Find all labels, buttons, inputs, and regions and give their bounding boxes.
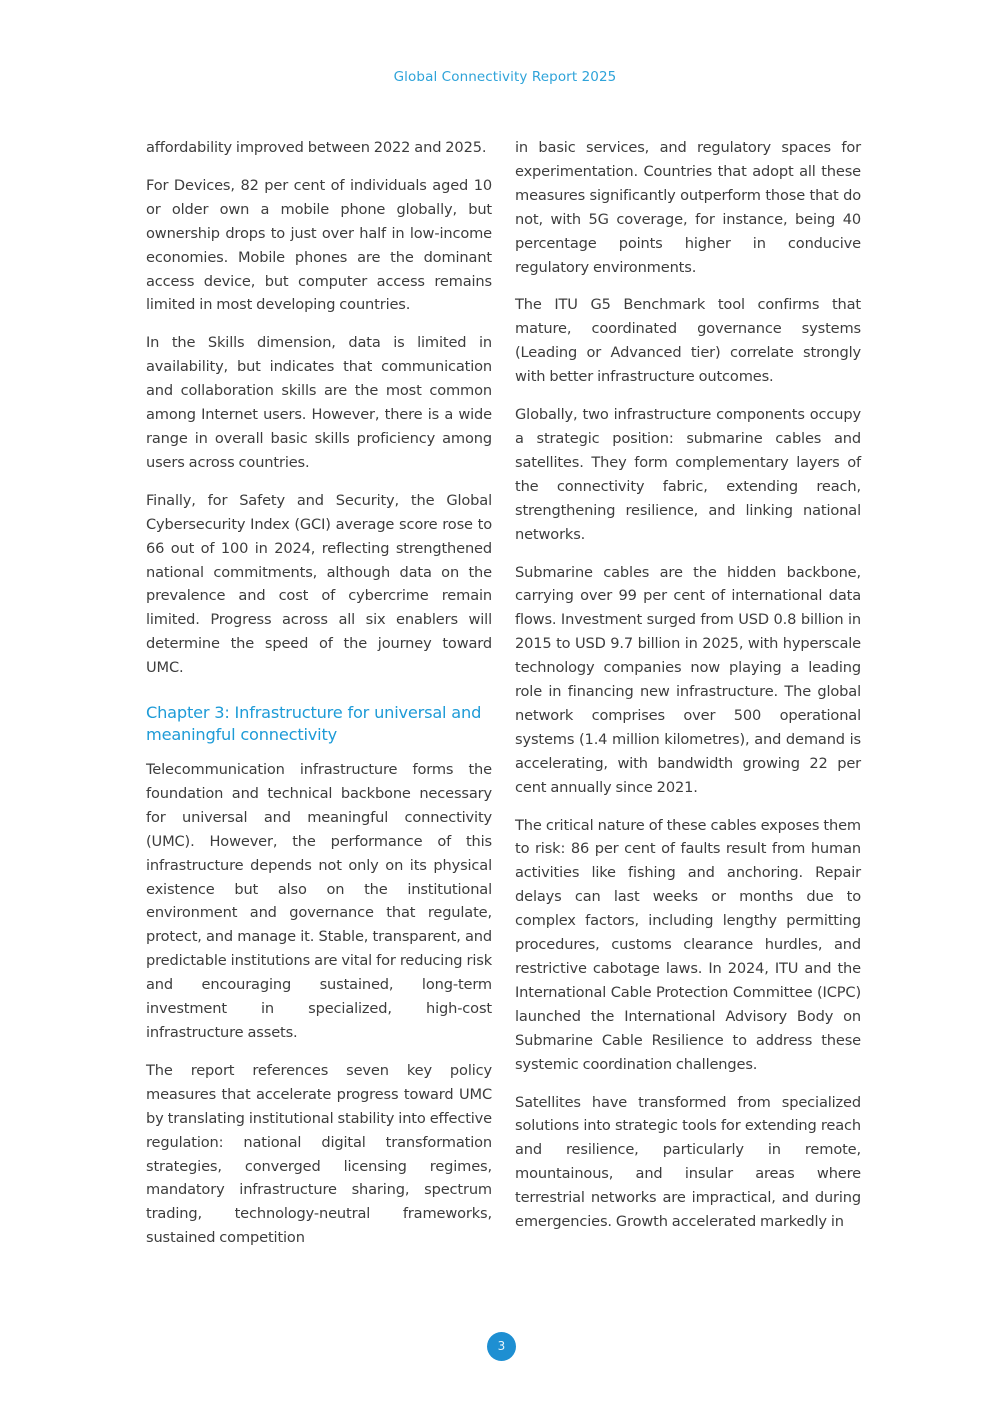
- paragraph-skills: In the Skills dimension, data is limited in availability, but indicates that communication and collaboration skills are the most common among Internet users. However, there is a wide range in overall basic skills proficiency among users across countries.: [146, 334, 492, 471]
- paragraph-cable-risk: The critical nature of these cables exposes them to risk: 86 per cent of faults result from human activities like fishing and anchoring. Repair delays can last weeks or months due to complex factors, including lengthy permitting procedures, customs clearance hurdles, and restrictive cabotage laws. In 2024, ITU and the International Cable Protection Committee (ICPC) launched the International Advisory Body on Submarine Cable Resilience to address these systemic coordination challenges.: [515, 816, 861, 1073]
- paragraph-submarine-cables: Submarine cables are the hidden backbone, carrying over 99 per cent of international data flows. Investment surged from USD 0.8 billion in 2015 to USD 9.7 billion in 2025, with hyperscale technology companies now playing a leading role in financing new infrastructure. The global network comprises over 500 operational systems (1.4 million kilometres), and demand is accelerating, with bandwidth growing 22 per cent annually since 2021.: [515, 563, 861, 796]
- paragraph-policy-measures: The report references seven key policy measures that accelerate progress toward UMC by translating institutional stability into effective regulation: national digital transformation strategies, converged licensing regimes, mandatory infrastructure sharing, spectrum trading, technology-neutral frameworks, sustained competition: [146, 1061, 492, 1247]
- paragraph-affordability: affordability improved between 2022 and 2025.: [146, 139, 487, 156]
- paragraph-satellites: Satellites have transformed from specialized solutions into strategic tools for extending reach and resilience, particularly in remote, mountainous, and insular areas where terrestrial networks are impractical, and during emergencies. Growth accelerated markedly in: [515, 1093, 861, 1231]
- paragraph-safety-security: Finally, for Safety and Security, the Global Cybersecurity Index (GCI) average score rose to 66 out of 100 in 2024, reflecting strengthened national commitments, although data on the prevalence and cost of cybercrime remain limited. Progress across all six enablers will determine the speed of the journey toward UMC.: [146, 491, 492, 677]
- page-number-badge: 3: [487, 1332, 516, 1361]
- paragraph-strategic-components: Globally, two infrastructure components occupy a strategic position: submarine cables and satellites. They form complementary layers of the connectivity fabric, extending reach, strengthening resilience, and linking national networks.: [515, 406, 861, 543]
- right-column: [515, 136, 861, 1234]
- paragraph-telecom-infrastructure: Telecommunication infrastructure forms the foundation and technical backbone necessary for universal and meaningful connectivity (UMC). However, the performance of this infrastructure depends not only on its physical existence but also on the institutional environment and governance that regulate, protect, and manage it. Stable, transparent, and predictable institutions are vital for reducing risk and encouraging sustained, long-term investment in specialized, high-cost infrastructure assets.: [146, 761, 492, 1041]
- left-column: [146, 136, 492, 1250]
- chapter-3-heading: Chapter 3: Infrastructure for universal and meaningful connectivity: [146, 703, 482, 745]
- paragraph-devices: For Devices, 82 per cent of individuals aged 10 or older own a mobile phone globally, but ownership drops to just over half in low-income economies. Mobile phones are the dominant access device, but computer access remains limited in most developing countries.: [146, 176, 492, 314]
- running-header: Global Connectivity Report 2025: [393, 69, 617, 85]
- paragraph-basic-services: in basic services, and regulatory spaces for experimentation. Countries that adopt all these measures significantly outperform those that do not, with 5G coverage, for instance, being 40 percentage points higher in conducive regulatory environments.: [515, 139, 861, 276]
- paragraph-g5-benchmark: The ITU G5 Benchmark tool confirms that mature, coordinated governance systems (Leading or Advanced tier) correlate strongly with better infrastructure outcomes.: [515, 296, 861, 386]
